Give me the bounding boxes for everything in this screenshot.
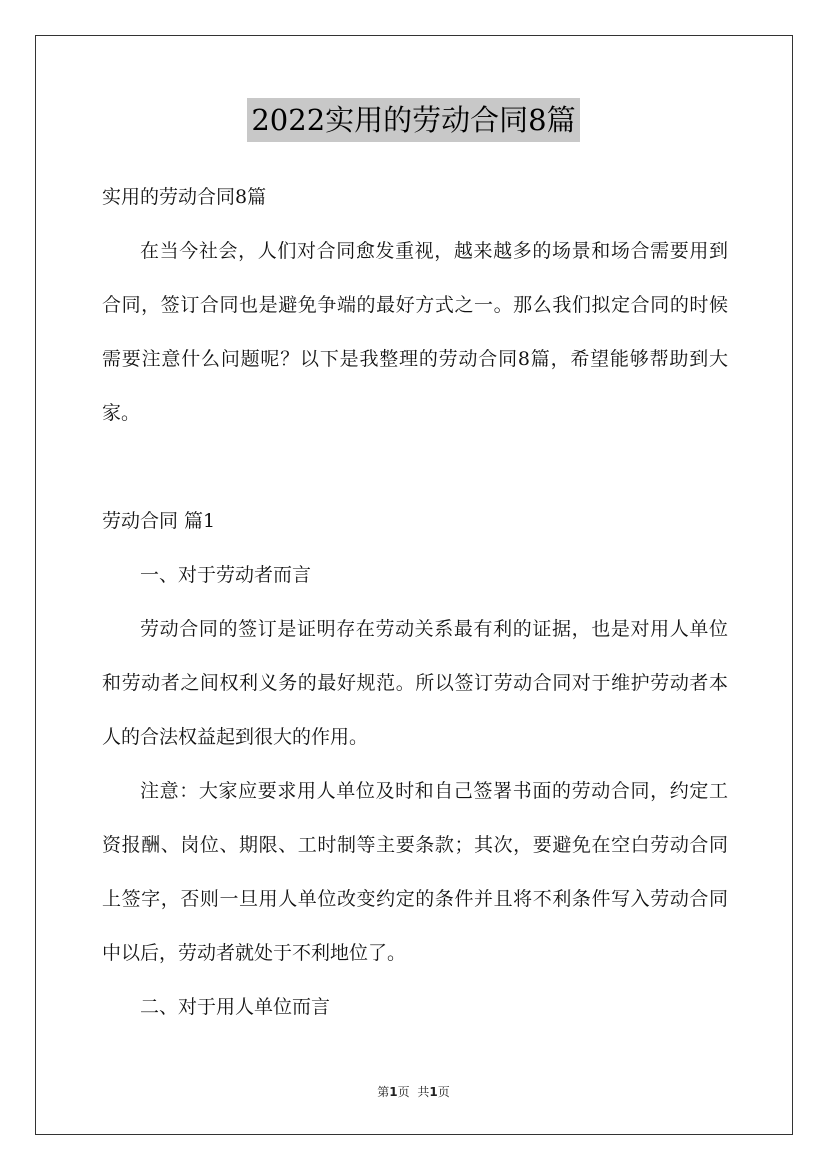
document-body xyxy=(102,170,728,1034)
footer-total-prefix: 共 xyxy=(417,1085,430,1099)
footer-page-suffix: 页 xyxy=(397,1085,410,1099)
intro-paragraph: 在当今社会，人们对合同愈发重视，越来越多的场景和场合需要用到合同，签订合同也是避免争端的最好方式之一。那么我们拟定合同的时候需要注意什么问题呢？以下是我整理的劳动合同8篇，希望能够帮助到大家。 xyxy=(102,240,728,424)
part1-heading: 一、对于劳动者而言 xyxy=(140,564,312,586)
footer-prefix: 第 xyxy=(377,1085,390,1099)
footer-page-number: 1 xyxy=(389,1085,398,1099)
part1-paragraph-1: 劳动合同的签订是证明存在劳动关系最有利的证据，也是对用人单位和劳动者之间权利义务的最好规范。所以签订劳动合同对于维护劳动者本人的合法权益起到很大的作用。 xyxy=(102,618,728,748)
section-spacer xyxy=(102,440,728,494)
document-title: 2022实用的劳动合同8篇 xyxy=(247,98,579,142)
page-footer xyxy=(0,1083,827,1101)
subtitle: 实用的劳动合同8篇 xyxy=(102,186,267,208)
title-area xyxy=(0,98,827,142)
part2-heading: 二、对于用人单位而言 xyxy=(140,996,331,1018)
section-heading: 劳动合同 篇1 xyxy=(102,510,216,532)
footer-total-pages: 1 xyxy=(429,1085,438,1099)
footer-total-suffix: 页 xyxy=(437,1085,450,1099)
part1-paragraph-2: 注意：大家应要求用人单位及时和自己签署书面的劳动合同，约定工资报酬、岗位、期限、工时制等主要条款；其次，要避免在空白劳动合同上签字，否则一旦用人单位改变约定的条件并且将不利条件写入劳动合同中以后，劳动者就处于不利地位了。 xyxy=(102,780,728,964)
